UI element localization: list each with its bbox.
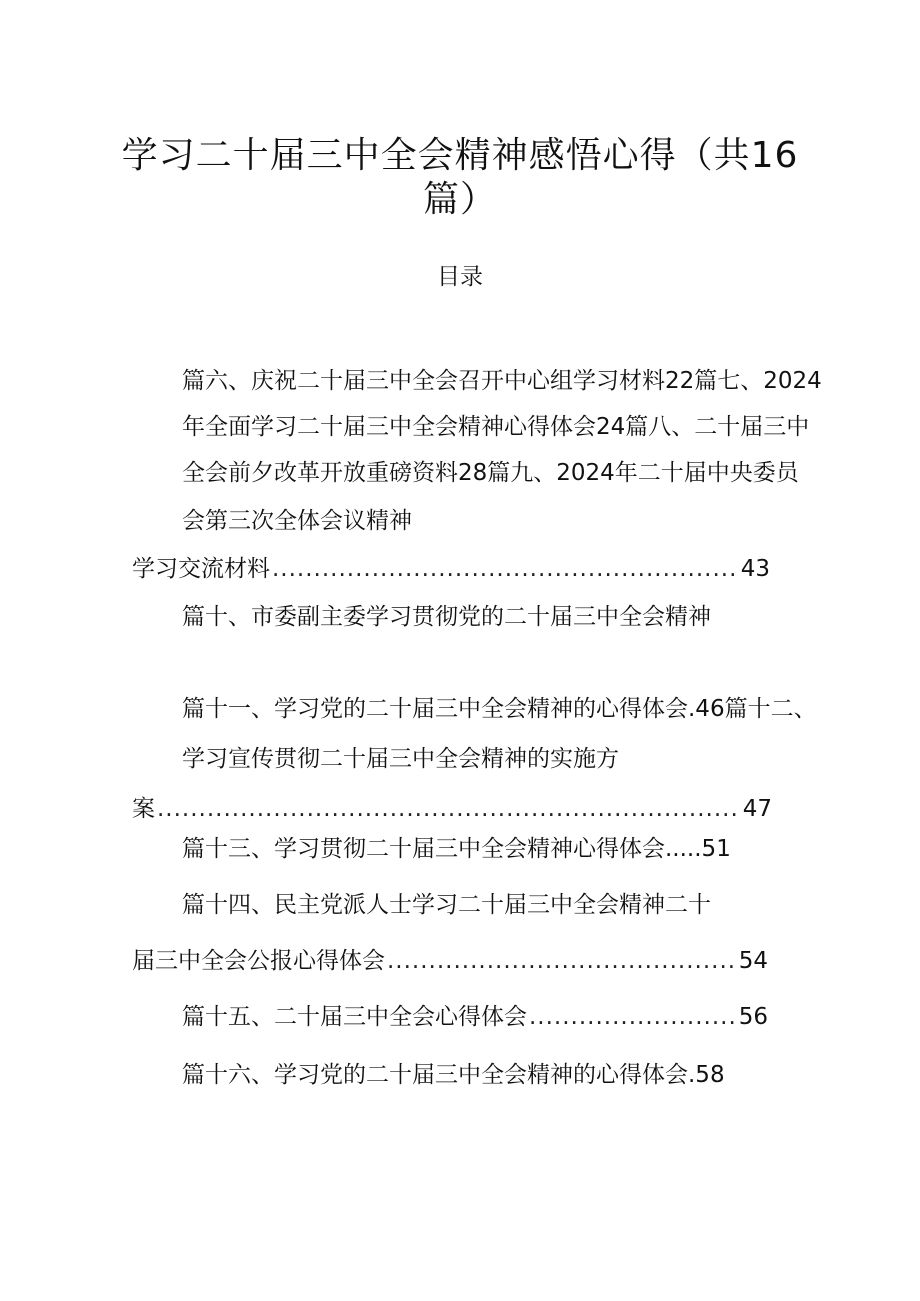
toc-line: 篇十四、民主党派人士学习二十届三中全会精神二十	[182, 892, 711, 918]
toc-entry-text: 届三中全会公报心得体会	[132, 948, 385, 974]
dot-leader	[529, 1002, 737, 1032]
toc-entry-text: 案	[132, 796, 155, 822]
toc-entry-text: 篇十五、二十届三中全会心得体会	[182, 1004, 527, 1030]
toc-line: 篇十六、学习党的二十届三中全会精神的心得体会.58	[182, 1062, 725, 1088]
toc-line: 篇十、市委副主委学习贯彻党的二十届三中全会精神	[182, 604, 711, 630]
toc-entry	[182, 1002, 768, 1032]
toc-line: 学习宣传贯彻二十届三中全会精神的实施方	[182, 746, 619, 772]
toc-entry	[132, 946, 768, 976]
toc-line: 全会前夕改革开放重磅资料28篇九、2024年二十届中央委员	[182, 460, 799, 486]
toc-entry-page: 56	[738, 1004, 768, 1030]
document-title-line-1: 学习二十届三中全会精神感悟心得（共16	[121, 135, 799, 176]
dot-leader	[387, 946, 737, 976]
document-title-line-2: 篇）	[422, 179, 497, 220]
toc-entry-page: 54	[738, 948, 768, 974]
toc-line: 年全面学习二十届三中全会精神心得体会24篇八、二十届三中	[182, 414, 810, 440]
toc-line: 会第三次全体会议精神	[182, 508, 412, 534]
toc-entry-page: 43	[740, 556, 770, 582]
toc-entry	[132, 554, 770, 584]
toc-line: 篇六、庆祝二十届三中全会召开中心组学习材料22篇七、2024	[182, 368, 822, 394]
toc-entry	[132, 794, 772, 824]
toc-line: 篇十一、学习党的二十届三中全会精神的心得体会.46篇十二、	[182, 696, 817, 722]
toc-line: 篇十三、学习贯彻二十届三中全会精神心得体会.....51	[182, 836, 731, 862]
toc-heading: 目录	[437, 264, 483, 290]
dot-leader	[272, 554, 739, 584]
dot-leader	[157, 794, 741, 824]
toc-entry-page: 47	[742, 796, 772, 822]
toc-entry-text: 学习交流材料	[132, 556, 270, 582]
